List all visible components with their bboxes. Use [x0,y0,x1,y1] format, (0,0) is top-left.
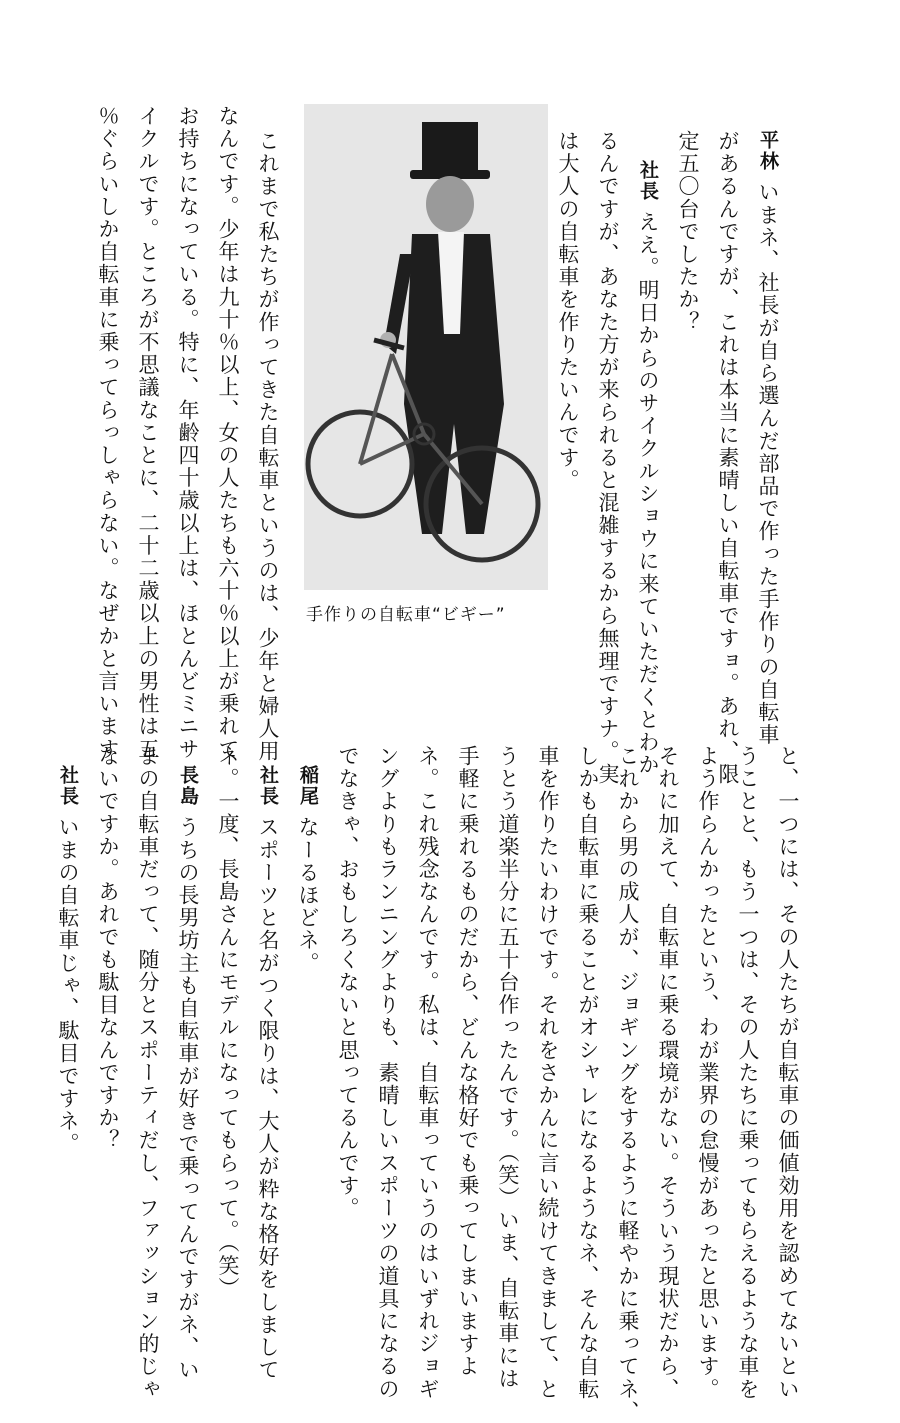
paragraph-line: イクルです。ところが不思議なことに、二十二歳以上の男性は五 [136,105,160,761]
dialogue-line: るんですが、あなた方が来られると混雑するから無理ですナ。実 [596,130,620,786]
dialogue-line: まの自転車だって、随分とスポーティだし、ファッション的じゃ [136,745,160,1401]
dialogue-line: ないですか。あれでも駄目なんですか？ [96,745,120,1152]
dialogue-line: ネ。一度、長島さんにモデルになってもらって。（笑） [216,745,240,1300]
paragraph-line: うことと、もう一つは、その人たちに乗ってもらえるような車を [736,745,760,1401]
speaker-label: 社長 [57,765,79,807]
dialogue-text: いまネ、社長が自ら選んだ部品で作った手作りの自転車 [756,181,780,747]
dialogue-text: なーるほどネ。 [296,816,320,975]
dialogue-line [168,765,208,1381]
dialogue-line [748,130,788,746]
paragraph-line: 車を作りたいわけです。それをさかんに言い続けてきまして、と [536,745,560,1401]
dialogue-line: があるんですが、これは本当に素晴しい自転車ですョ。あれ、限 [716,130,740,786]
bicycle-photo [304,104,548,590]
paragraph-line: それに加えて、自転車に乗る環境がない。そういう現状だから、 [656,745,680,1401]
speaker-label: 平林 [757,130,779,172]
man-with-bicycle-illustration [304,104,548,590]
paragraph-line: しかも自転車に乗ることがオシャレになるようなネ、そんな自転 [576,745,600,1401]
paragraph-line: なんです。少年は九十％以上、女の人たちも六十％以上が乗れて [216,105,240,761]
dialogue-line [288,765,328,974]
paragraph-line: うとう道楽半分に五十台作ったんです。（笑）いま、自転車には [496,745,520,1390]
speaker-label: 社長 [637,160,659,202]
dialogue-line: は大人の自転車を作りたいんです。 [556,130,580,492]
dialogue-line [48,765,88,1155]
paragraph-line: ネ。これ残念なんです。私は、自転車っていうのはいずれジョギ [416,745,440,1401]
dialogue-text: スポーツと名がつく限りは、大人が粋な格好をしまして [256,816,280,1382]
dialogue-text: うちの長男坊主も自転車が好きで乗ってんですがネ、い [176,816,200,1382]
dialogue-text: いまの自転車じゃ、駄目ですネ。 [56,816,80,1156]
paragraph-line: ングよりもランニングよりも、素晴しいスポーツの道具になるの [376,745,400,1401]
paragraph-line: これまで私たちが作ってきた自転車というのは、少年と婦人用 [256,130,280,763]
paragraph-line: よう作らんかったという、わが業界の怠慢があったと思います。 [696,745,720,1401]
paragraph-line: でなきゃ、おもしろくないと思ってるんです。 [336,745,360,1220]
speaker-label: 稲尾 [297,765,319,807]
speaker-label: 長島 [177,765,199,807]
paragraph-line: と、一つには、その人たちが自転車の価値効用を認めてないとい [776,745,800,1401]
paragraph-line: 手軽に乗れるものだから、どんな格好でも乗ってしまいますよ [456,745,480,1378]
photo-caption: 手作りの自転車“ビギー” [306,605,506,625]
paragraph-line: お持ちになっている。特に、年齢四十歳以上は、ほとんどミニサ [176,105,200,761]
dialogue-line: 定五〇台でしたか？ [676,130,700,334]
dialogue-line [628,160,668,776]
dialogue-line [248,765,288,1381]
paragraph-line: ％ぐらいしか自転車に乗ってらっしゃらない。なぜかと言います [96,105,120,761]
dialogue-text: ええ。明日からのサイクルショウに来ていただくとわか [636,211,660,777]
speaker-label: 社長 [257,765,279,807]
paragraph-line: これから男の成人が、ジョギングをするように軽やかに乗ってネ、 [616,745,640,1423]
